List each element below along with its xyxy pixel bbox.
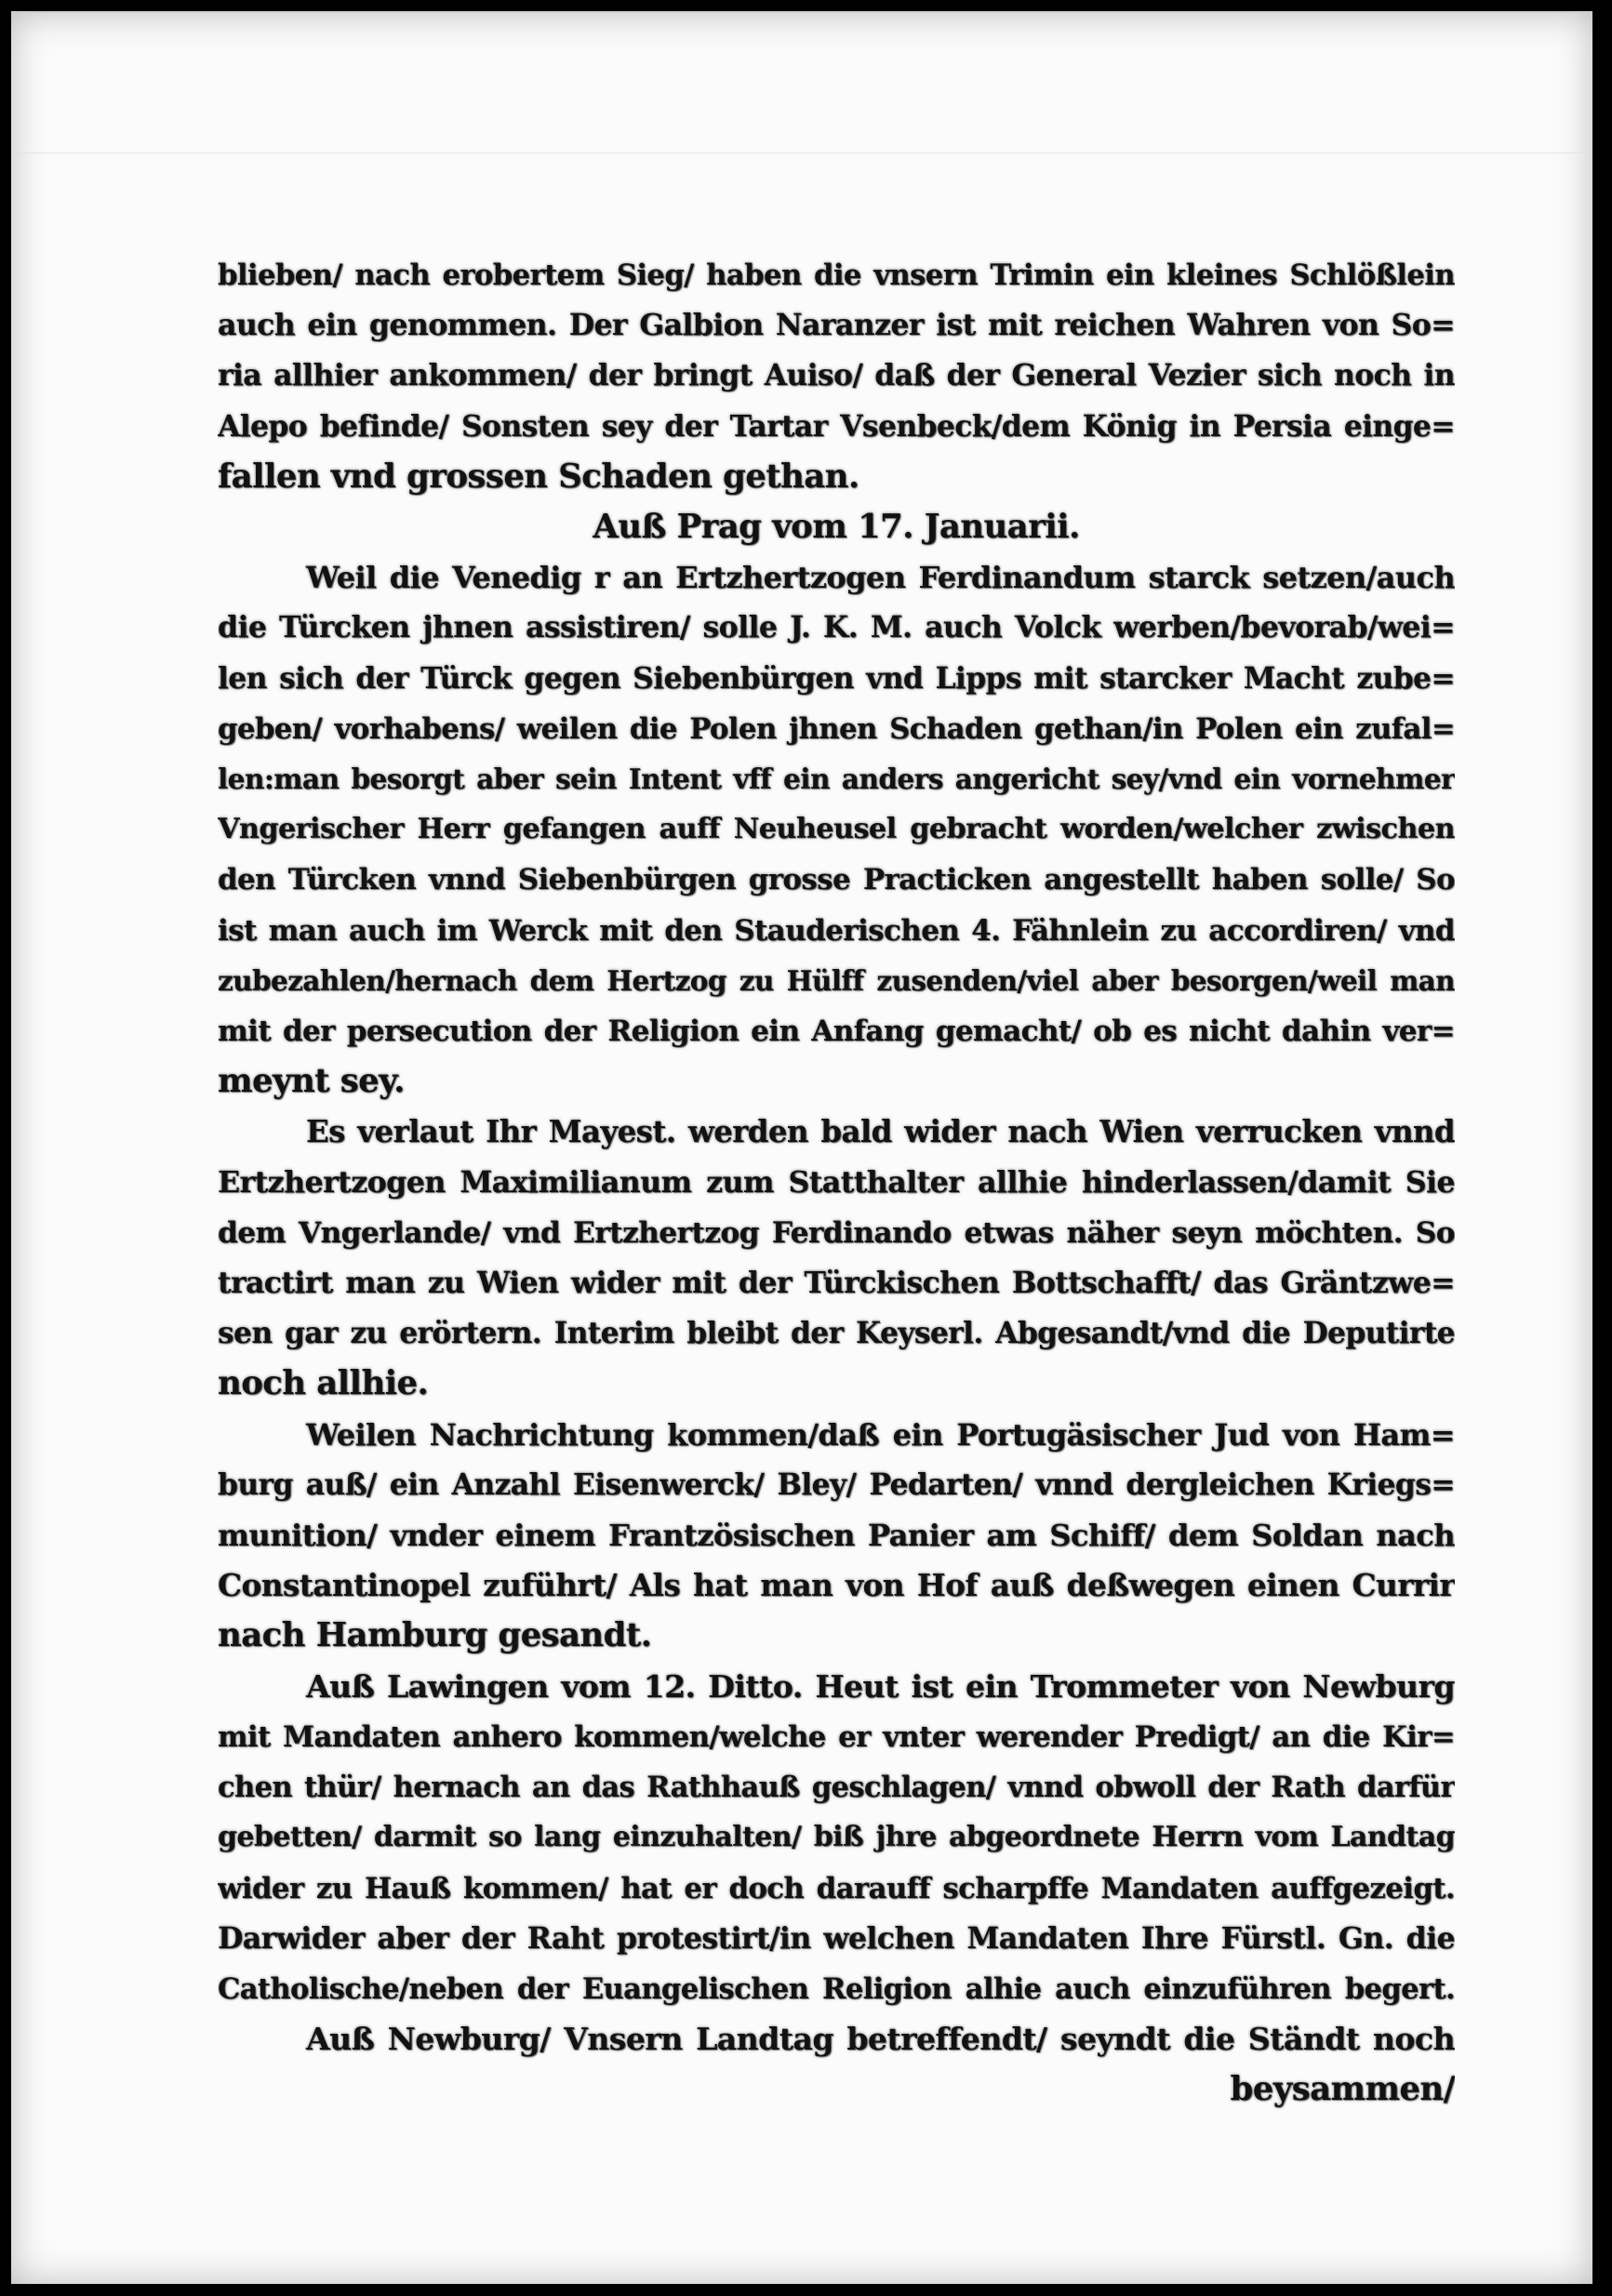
body-text <box>218 250 1455 2116</box>
text-line: dem Vngerlande/ vnd Ertzhertzog Ferdinando etwas näher seyn möchten. So <box>218 1215 1455 1250</box>
text-line: auch ein genommen. Der Galbion Naranzer ist mit reichen Wahren von So= <box>218 308 1455 343</box>
text-line: burg auß/ ein Anzahl Eisenwerck/ Bley/ Pedarten/ vnnd dergleichen Kriegs= <box>218 1467 1455 1502</box>
text-line: Darwider aber der Raht protestirt/in welchen Mandaten Ihre Fürstl. Gn. die <box>218 1920 1455 1956</box>
text-line: meynt sey. <box>218 1062 405 1101</box>
text-line: Constantinopel zuführt/ Als hat man von Hof auß deßwegen einen Currir <box>218 1567 1455 1604</box>
text-line: ist man auch im Werck mit den Stauderischen 4. Fähnlein zu accordiren/ vnd <box>218 913 1455 948</box>
text-line: Vngerischer Herr gefangen auff Neuheusel gebracht worden/welcher zwischen <box>218 813 1455 846</box>
text-line: zubezahlen/hernach dem Hertzog zu Hülff zusenden/viel aber besorgen/weil man <box>218 963 1455 997</box>
text-line: fallen vnd grossen Schaden gethan. <box>218 457 859 496</box>
text-line: nach Hamburg gesandt. <box>218 1616 652 1655</box>
text-line: ria allhier ankommen/ der bringt Auiso/ daß der General Vezier sich noch in <box>218 359 1455 393</box>
section-heading-lawingen: Auß Lawingen vom 12. Ditto. Heut ist ein Trommeter von Newburg <box>306 1667 1455 1705</box>
text-line: len:man besorgt aber sein Intent vff ein anders angericht sey/vnd ein vornehmer <box>218 763 1455 796</box>
text-line: Es verlaut Ihr Mayest. werden bald wider nach Wien verrucken vnnd <box>306 1114 1455 1150</box>
catchword: beysammen/ <box>1230 2070 1455 2109</box>
text-line: Ertzhertzogen Maximilianum zum Statthalter allhie hinderlassen/damit Sie <box>218 1164 1455 1200</box>
text-line: gebetten/ darmit so lang einzuhalten/ biß jhre abgeordnete Herrn vom Landtag <box>218 1821 1455 1854</box>
text-line: munition/ vnder einem Frantzösischen Panier am Schiff/ dem Soldan nach <box>218 1518 1455 1554</box>
text-line: Weil die Venedig r an Ertzhertzogen Ferdinandum starck setzen/auch <box>306 560 1455 596</box>
scanned-page <box>11 11 1592 2284</box>
text-line: Alepo befinde/ Sonsten sey der Tartar Vsenbeck/dem König in Persia einge= <box>218 409 1455 444</box>
section-heading-newburg: Auß Newburg/ Vnsern Landtag betreffendt/ seyndt die Ständt noch <box>306 2021 1455 2058</box>
text-line: mit Mandaten anhero kommen/welche er vnter werender Predigt/ an die Kir= <box>218 1719 1455 1754</box>
text-line: blieben/ nach erobertem Sieg/ haben die vnsern Trimin ein kleines Schlößlein <box>218 259 1455 292</box>
section-heading-prag: Auß Prag vom 17. Januarii. <box>593 508 1080 547</box>
text-line: Catholische/neben der Euangelischen Religion alhie auch einzuführen begert. <box>218 1971 1455 2006</box>
text-line: mit der persecution der Religion ein Anfang gemacht/ ob es nicht dahin ver= <box>218 1015 1455 1049</box>
text-line: tractirt man zu Wien wider mit der Türckischen Bottschafft/ das Gräntzwe= <box>218 1266 1455 1301</box>
text-line: den Türcken vnnd Siebenbürgen grosse Practicken angestellt haben solle/ So <box>218 863 1455 897</box>
text-line: len sich der Türck gegen Siebenbürgen vnd Lipps mit starcker Macht zube= <box>218 661 1455 696</box>
text-line: die Türcken jhnen assistiren/ solle J. K. M. auch Volck werben/bevorab/wei= <box>218 610 1455 645</box>
text-line: wider zu Hauß kommen/ hat er doch darauff scharpffe Mandaten auffgezeigt. <box>218 1871 1455 1905</box>
text-line: Weilen Nachrichtung kommen/daß ein Portugäsischer Jud von Ham= <box>306 1416 1455 1453</box>
text-line: chen thür/ hernach an das Rathhauß geschlagen/ vnnd obwoll der Rath darfür <box>218 1771 1455 1805</box>
text-line: sen gar zu erörtern. Interim bleibt der Keyserl. Abgesandt/vnd die Deputirte <box>218 1317 1455 1351</box>
text-line: noch allhie. <box>218 1364 429 1403</box>
text-line: geben/ vorhabens/ weilen die Polen jhnen Schaden gethan/in Polen ein zufal= <box>218 711 1455 746</box>
